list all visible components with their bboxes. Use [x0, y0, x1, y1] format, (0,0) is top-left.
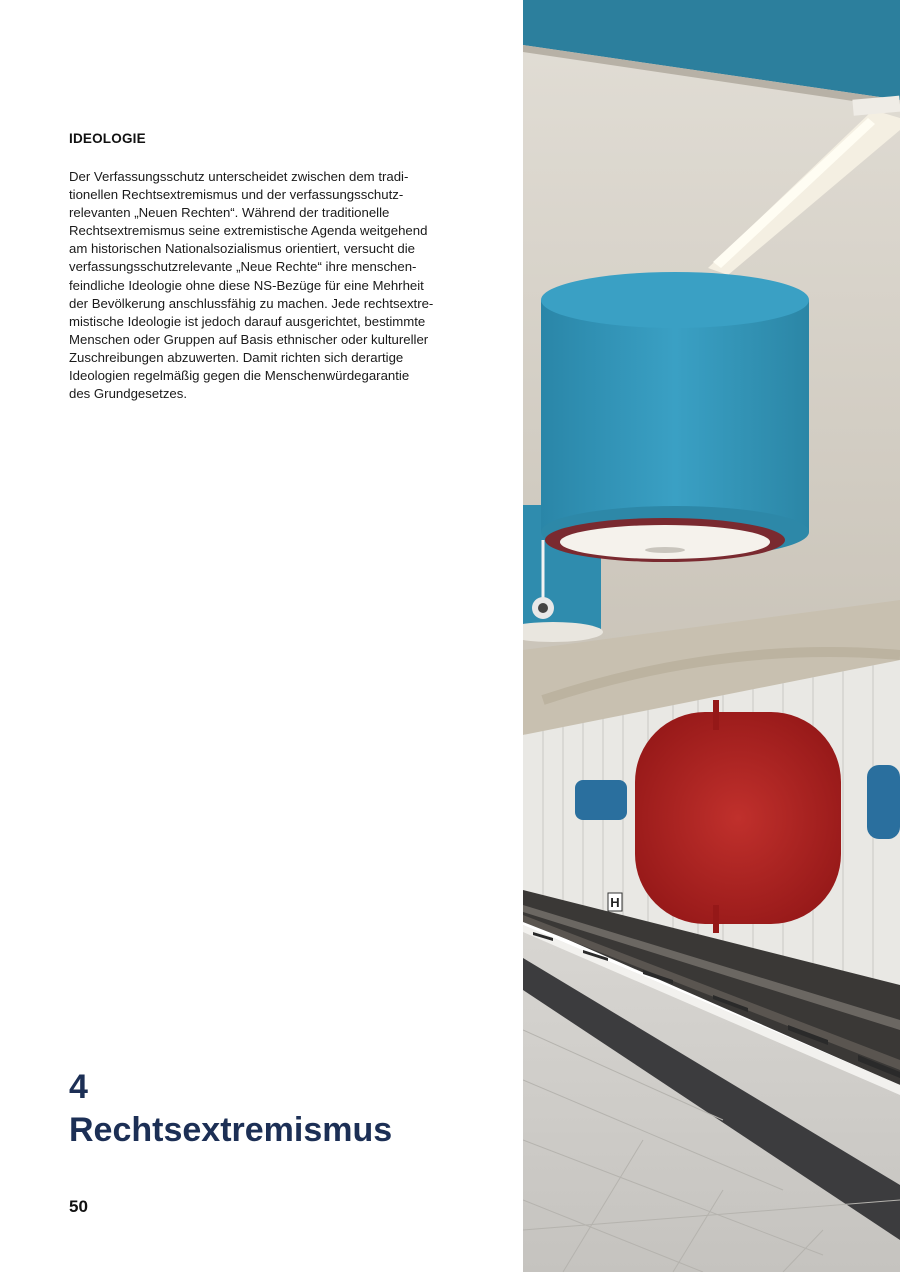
chapter-number: 4	[69, 1068, 88, 1106]
section-body: Der Verfassungsschutz unterscheidet zwischen dem tradi- tionellen Rechtsextremismus und der verfassungsschutz- relevanten „Neuen Rechten“. Während der traditionelle Rechtsextremismus seine extremistische Agenda weitgehend am historischen Nationalsozialismus orientiert, versucht die verfassungsschutzrelevante „Neue Rechte“ ihre menschen- feindliche Ideologie ohne diese NS-Bezüge für eine Mehrheit der Bevölkerung anschlussfähig zu machen. Jede rechtsextre- mistische Ideologie ist jedoch darauf ausgerichtet, bestimmte Menschen oder Gruppen auf Basis ethnischer oder kultureller Zuschreibungen abzuwerten. Damit richten sich derartige Ideologien regelmäßig gegen die Menschenwürdegarantie des Grundgesetzes.	[69, 169, 434, 402]
page-number: 50	[69, 1197, 88, 1216]
section-heading: IDEOLOGIE	[69, 131, 146, 146]
platform-sign: H	[610, 895, 620, 910]
chapter-title: Rechtsextremismus	[69, 1111, 393, 1149]
subway-station-photo	[523, 0, 900, 1272]
